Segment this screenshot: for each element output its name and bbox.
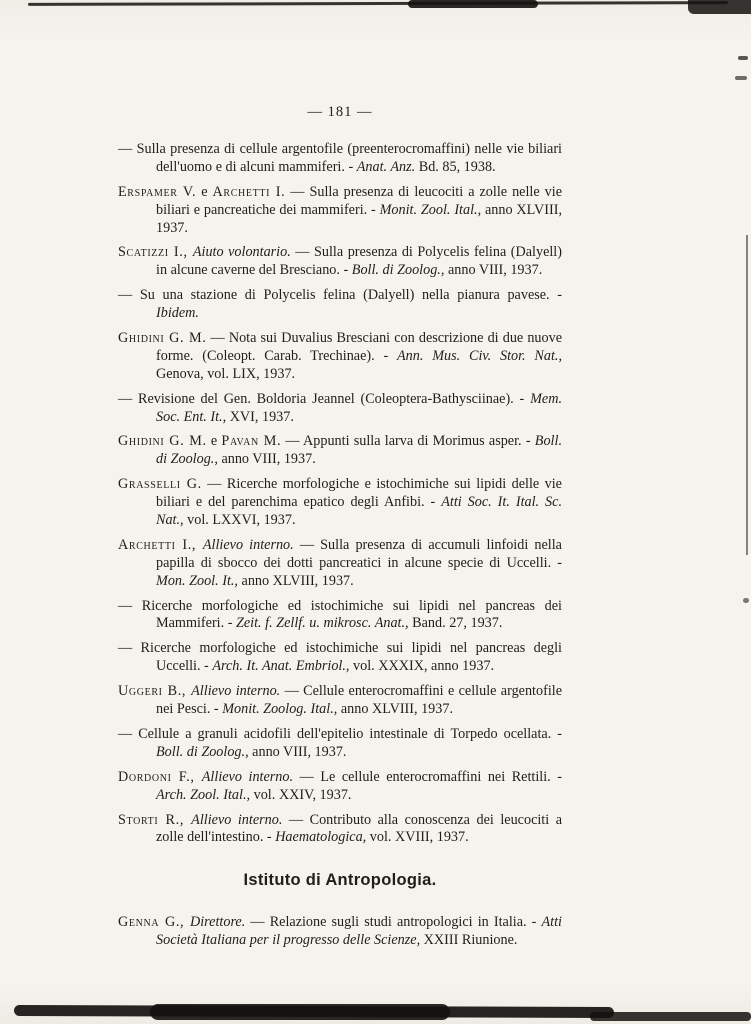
entry-text: — Ricerche morfologiche ed istochimiche sui lipidi nel pancreas degli Uccelli. - (118, 640, 562, 675)
author-name: Storti R., (118, 811, 192, 828)
bibliography-entry (118, 184, 562, 238)
entry-text: — Sulla presenza di cellule argentofile (preenterocromaffini) nelle vie biliari dell'uomo e di alcuni mammiferi. - (118, 141, 562, 175)
bibliography-entry (118, 640, 562, 676)
italic-citation-text: Allievo interno. (191, 811, 283, 828)
italic-citation-text: Aiuto volontario. (192, 244, 291, 261)
entry-text: — Sulla presenza di accumuli linfoidi nella papilla di sbocco dei dotti pancreatici in alcune specie di Uccelli. - (156, 536, 562, 571)
entry-text: XXIII Riunione. (420, 932, 518, 949)
bibliography-entry (118, 476, 562, 530)
author-name: Archetti I. (212, 183, 286, 200)
entry-text: — Su una stazione di Polycelis felina (Dalyell) nella pianura pavese. - (118, 287, 562, 304)
entry-text: — Contributo alla conoscenza dei leucociti a zolle dell'intestino. - (156, 811, 562, 846)
entry-text: — Sulla presenza di Polycelis felina (Dalyell) in alcune caverne del Bresciano. - (156, 244, 562, 279)
italic-citation-text: Boll. di Zoolog., (351, 262, 445, 279)
scan-artifact-bottom-right (590, 1012, 751, 1021)
entry-text: — Appunti sulla larva di Morimus asper. - (281, 433, 535, 450)
entry-text: — Ricerche morfologiche ed istochimiche sui lipidi nel pancreas dei Mammiferi. - (118, 597, 562, 632)
scan-artifact-right-line (746, 235, 748, 555)
entry-text: — Cellule a granuli acidofili dell'epitelio intestinale di Torpedo ocellata. - (118, 725, 562, 742)
entry-text: Genova, vol. LIX, 1937. (156, 365, 296, 382)
text-block (118, 104, 562, 950)
bibliography-entry (118, 914, 562, 950)
bibliography-list-antropologia (118, 914, 562, 950)
italic-citation-text: Atti Soc. It. Ital. Sc. Nat., (156, 494, 562, 529)
scan-artifact-top-blob (408, 0, 538, 8)
entry-text: — Relazione sugli studi antropologici in Italia. - (245, 914, 542, 931)
bibliography-entry (118, 391, 562, 427)
scan-artifact-top-corner (688, 0, 751, 14)
scan-artifact-right-dash (738, 56, 748, 60)
scan-artifact-bottom-blob (150, 1004, 450, 1020)
author-name: Pavan M. (221, 433, 282, 450)
author-name: Grasselli G. (118, 476, 202, 493)
author-name: Uggeri B., (118, 683, 192, 700)
bibliography-entry (118, 433, 562, 469)
scan-artifact-right-dot (743, 598, 749, 603)
author-name: Ghidini G. M. (118, 330, 207, 347)
entry-text: e (206, 433, 222, 450)
entry-text: — Cellule enterocromaffini e cellule argentofile nei Pesci. - (156, 683, 563, 718)
italic-citation-text: Boll. di Zoolog., (156, 743, 249, 760)
bibliography-entry (118, 769, 562, 805)
entry-text: XVI, 1937. (226, 408, 294, 425)
entry-text: — Revisione del Gen. Boldoria Jeannel (Coleoptera-Bathysciinae). - (118, 390, 531, 407)
bibliography-entry (118, 537, 562, 591)
entry-text: vol. XXIV, 1937. (250, 786, 352, 803)
italic-citation-text: Allievo interno. (201, 768, 294, 785)
italic-citation-text: Arch. It. Anat. Embriol., (212, 658, 350, 675)
entry-text: Band. 27, 1937. (408, 615, 503, 632)
italic-citation-text: Haematologica, (275, 829, 367, 846)
entry-text: vol. XVIII, 1937. (366, 829, 469, 846)
bibliography-entry (118, 812, 562, 848)
entry-text: anno XLVIII, 1937. (237, 572, 354, 589)
italic-citation-text: Monit. Zool. Ital., (379, 201, 482, 218)
italic-citation-text: Monit. Zoolog. Ital., (222, 701, 338, 718)
italic-citation-text: Ibidem. (156, 305, 199, 322)
bibliography-entry (118, 598, 562, 634)
entry-text: vol. LXXVI, 1937. (183, 512, 296, 529)
italic-citation-text: Zeit. f. Zellf. u. mikrosc. Anat., (235, 615, 409, 632)
bibliography-entry (118, 244, 562, 280)
bibliography-entry (118, 330, 562, 384)
author-name: Dordoni F., (118, 768, 202, 785)
entry-text: anno VIII, 1937. (217, 451, 316, 468)
entry-text: — Nota sui Duvalius Bresciani con descrizione di due nuove forme. (Coleopt. Carab. Trechinae). - (156, 330, 562, 364)
scan-artifact-right-dash (735, 76, 747, 80)
bibliography-entry (118, 141, 562, 177)
page-number: — 181 — (307, 104, 373, 120)
entry-text: anno XLVIII, 1937. (337, 701, 454, 718)
italic-citation-text: Mon. Zool. It., (156, 572, 238, 589)
entry-text: Bd. 85, 1938. (415, 158, 496, 175)
entry-text: — Sulla presenza di leucociti a zolle nelle vie biliari e pancreatiche dei mammiferi. - (156, 183, 563, 218)
section-heading: Istituto di Antropologia. (243, 871, 437, 890)
italic-citation-text: Mem. Soc. Ent. It., (156, 390, 562, 425)
entry-text: anno VIII, 1937. (248, 743, 347, 760)
italic-citation-text: Atti Società Italiana per il progresso delle Scienze, (156, 914, 562, 949)
author-name: Ghidini G. M. (118, 433, 207, 450)
entry-text: vol. XXXIX, anno 1937. (349, 658, 495, 675)
entry-text: — Le cellule enterocromaffini nei Rettili. - (293, 768, 562, 785)
italic-citation-text: Boll. di Zoolog., (156, 433, 562, 468)
italic-citation-text: Allievo interno. (191, 683, 281, 700)
author-name: Scatizzi I., (118, 244, 193, 261)
entry-text: e (196, 183, 213, 200)
bibliography-entry (118, 683, 562, 719)
italic-citation-text: Ann. Mus. Civ. Stor. Nat., (397, 347, 562, 364)
italic-citation-text: Arch. Zool. Ital., (156, 786, 251, 803)
bibliography-entry (118, 726, 562, 762)
italic-citation-text: Direttore. (189, 914, 246, 931)
bibliography-list-main (118, 141, 562, 847)
italic-citation-text: Anat. Anz. (356, 158, 416, 175)
author-name: Erspamer V. (118, 183, 197, 200)
author-name: Archetti I., (118, 536, 203, 553)
entry-text: — Ricerche morfologiche e istochimiche sui lipidi delle vie biliari e del parenchima epatico degli Anfibi. - (156, 476, 562, 511)
bibliography-entry (118, 287, 562, 323)
entry-text: anno XLVIII, 1937. (156, 201, 562, 236)
italic-citation-text: Allievo interno. (202, 536, 294, 553)
author-name: Genna G., (118, 914, 190, 931)
entry-text: anno VIII, 1937. (444, 262, 543, 279)
